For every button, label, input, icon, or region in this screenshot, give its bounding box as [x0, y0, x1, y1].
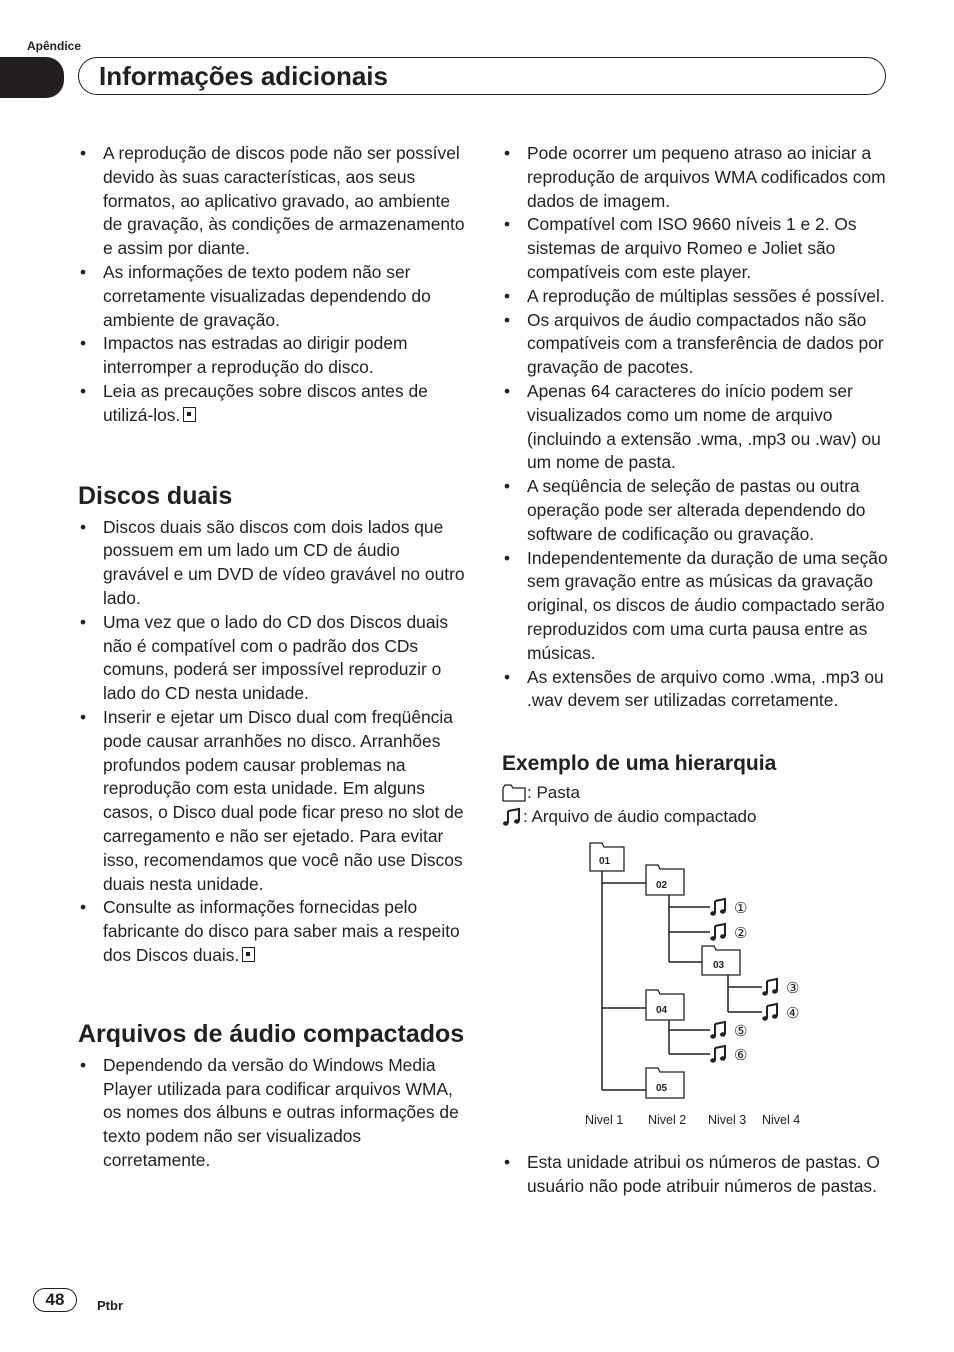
- folder-01-label: 01: [599, 856, 611, 868]
- hierarchy-heading: Exemplo de uma hierarquia: [502, 752, 777, 776]
- folder-05-label: 05: [656, 1083, 668, 1095]
- right-column: [502, 142, 894, 1199]
- list-item: • Consulte as informações fornecidas pelo fabricante do disco para saber mais a respeito dos Discos duais.: [78, 896, 468, 967]
- list-item: • Independentemente da duração de uma seção sem gravação entre as músicas da gravação original, os discos de áudio compactado serão reproduzidos com uma curta pausa entre as músicas.: [502, 547, 894, 666]
- section-tab-marker: [0, 57, 64, 98]
- list-item: • Inserir e ejetar um Disco dual com freqüência pode causar arranhões no disco. Arranhões profundos podem causar problemas na reprodução com esta unidade. Em alguns casos, o Disco dual pode ficar preso no slot de carregamento e não ser ejetado. Para evitar isso, recomendamos que você não use Discos duais nesta unidade.: [78, 706, 468, 896]
- file-6: [710, 1046, 747, 1064]
- section-title-bar: [78, 57, 886, 95]
- folder-02-icon: [646, 865, 684, 895]
- list-item: • Apenas 64 caracteres do início podem ser visualizados como um nome de arquivo (incluindo a extensão .wma, .mp3 ou .wav) ou um nome de pasta.: [502, 380, 894, 475]
- music-note-icon: [502, 807, 522, 827]
- section-title: Informações adicionais: [99, 61, 388, 91]
- legend-folder-label: : Pasta: [527, 783, 580, 803]
- compressed-audio-bullet-list: [78, 1054, 468, 1173]
- file-2-label: ②: [734, 924, 748, 943]
- file-6-label: ⑥: [734, 1046, 748, 1065]
- list-item: • A reprodução de múltiplas sessões é possível.: [502, 285, 894, 309]
- list-item: • Uma vez que o lado do CD dos Discos duais não é compatível com o padrão dos CDs comuns, poderá ser impossível reproduzir o lado do CD nesta unidade.: [78, 611, 468, 706]
- compressed-audio-heading: Arquivos de áudio compactados: [78, 1019, 465, 1048]
- file-2: [710, 924, 747, 942]
- file-4: [762, 1004, 799, 1022]
- page-number: 48: [33, 1288, 77, 1312]
- file-3-label: ③: [786, 979, 800, 998]
- language-code: Ptbr: [97, 1298, 123, 1313]
- level-1-label: Nivel 1: [585, 1113, 624, 1128]
- music-note-icon: [762, 1004, 777, 1021]
- list-item: • Compatível com ISO 9660 níveis 1 e 2. Os sistemas de arquivo Romeo e Joliet são compatíveis com este player.: [502, 213, 894, 284]
- list-item: • Impactos nas estradas ao dirigir podem interromper a reprodução do disco.: [78, 332, 468, 380]
- music-note-icon: [710, 899, 725, 916]
- music-note-icon: [710, 924, 725, 941]
- folder-icon: [502, 784, 526, 802]
- list-item: • A reprodução de discos pode não ser possível devido às suas características, aos seus formatos, ao aplicativo gravado, ao ambiente de gravação, às condições de armazenamento e assim por diante.: [78, 142, 468, 261]
- legend-file-label: : Arquivo de áudio compactado: [523, 807, 757, 827]
- music-note-icon: [710, 1046, 725, 1063]
- file-5-label: ⑤: [734, 1022, 748, 1041]
- music-note-icon: [710, 1022, 725, 1039]
- file-1-label: ①: [734, 899, 748, 918]
- folder-hierarchy-diagram: [502, 837, 894, 1137]
- list-item: • A seqüência de seleção de pastas ou outra operação pode ser alterada dependendo do software de codificação ou gravação.: [502, 475, 894, 546]
- level-4-label: Nivel 4: [762, 1113, 801, 1128]
- list-item: • Discos duais são discos com dois lados que possuem em um lado um CD de áudio gravável e um DVD de vídeo gravável no outro lado.: [78, 516, 468, 611]
- folder-03-label: 03: [713, 960, 725, 972]
- hierarchy-diagram-svg: [502, 837, 894, 1137]
- list-item: • Leia as precauções sobre discos antes de utilizá-los.: [78, 380, 468, 428]
- list-item: • Pode ocorrer um pequeno atraso ao iniciar a reprodução de arquivos WMA codificados com dados de imagem.: [502, 142, 894, 213]
- list-item: • Dependendo da versão do Windows Media Player utilizada para codificar arquivos WMA, os nomes dos álbuns e outras informações de texto podem não ser visualizados corretamente.: [78, 1054, 468, 1173]
- list-item: • As extensões de arquivo como .wma, .mp3 ou .wav devem ser utilizadas corretamente.: [502, 666, 894, 714]
- list-item: • Os arquivos de áudio compactados não são compatíveis com a transferência de dados por gravação de pacotes.: [502, 309, 894, 380]
- folder-05-icon: [646, 1068, 684, 1098]
- music-note-icon: [762, 979, 777, 996]
- end-mark-icon: [242, 947, 255, 962]
- list-item: • As informações de texto podem não ser corretamente visualizadas dependendo do ambiente de gravação.: [78, 261, 468, 332]
- dual-discs-heading: Discos duais: [78, 481, 233, 510]
- left-column: [78, 142, 468, 1173]
- folder-01-icon: [590, 843, 624, 871]
- intro-bullet-list: [78, 142, 468, 428]
- folder-04-icon: [646, 990, 684, 1020]
- legend-file-row: [502, 805, 894, 829]
- legend-folder-row: [502, 781, 894, 805]
- list-item: • Esta unidade atribui os números de pastas. O usuário não pode atribuir números de pastas.: [502, 1151, 894, 1199]
- end-mark-icon: [183, 407, 196, 422]
- file-3: [762, 979, 799, 997]
- appendix-label: Apêndice: [27, 39, 82, 53]
- file-4-label: ④: [786, 1004, 800, 1023]
- folder-03-icon: [702, 946, 740, 975]
- level-3-label: Nivel 3: [708, 1113, 747, 1128]
- folder-04-label: 04: [656, 1005, 668, 1017]
- compatibility-bullet-list: [502, 142, 894, 713]
- file-5: [710, 1022, 747, 1040]
- file-1: [710, 899, 747, 917]
- level-2-label: Nivel 2: [648, 1113, 687, 1128]
- folder-numbering-bullet-list: [502, 1151, 894, 1199]
- dual-discs-bullet-list: [78, 516, 468, 968]
- folder-02-label: 02: [656, 880, 668, 892]
